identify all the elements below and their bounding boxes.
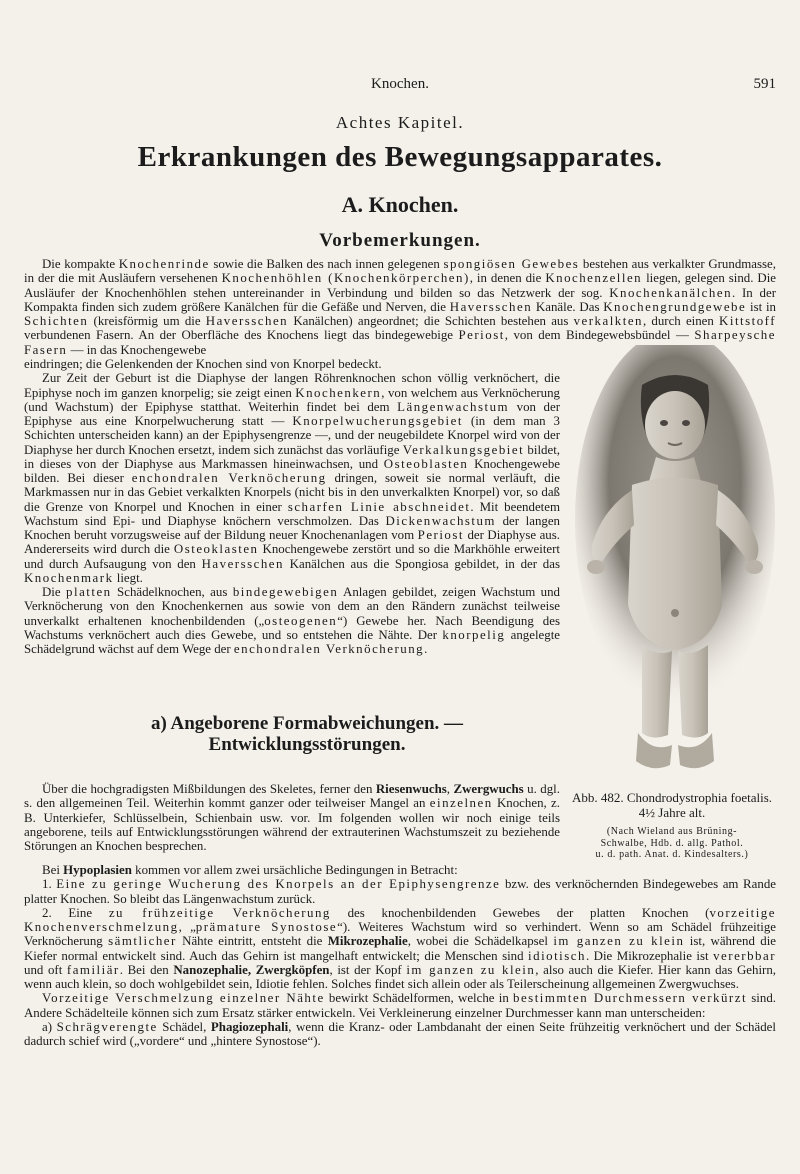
text-run: , von welchem aus Verknöcherung (und Wachstum) der Epiphyse statthat. Weiterhin findet bei dem xyxy=(24,385,560,414)
text-run: , wenn die Kranz- oder Lambdanaht der einen Seite frühzeitig verknöchert und der Schädel dadurch schief wird („vordere“ und „hintere Synostose“). xyxy=(24,1019,776,1048)
text-run: Nähte eintritt, entsteht die xyxy=(176,934,328,949)
emphasized-term: Eine zu geringe Wucherung des Knorpels an der Epiphysengrenze xyxy=(56,877,501,892)
text-run: Kanälchen aus die Spongiosa gebildet, in der das xyxy=(283,556,560,571)
text-run: 2. Eine xyxy=(42,905,109,920)
emphasized-term: Vorzeitige Verschmelzung einzelner Nähte xyxy=(42,991,325,1006)
text-run: , „ xyxy=(178,920,196,934)
text-run: Schädel, xyxy=(157,1019,211,1034)
text-run: 1. xyxy=(42,877,57,892)
text-run: Bei xyxy=(42,863,64,877)
child-head xyxy=(645,391,705,459)
emphasized-term: Knochengrundgewebe xyxy=(603,299,747,314)
text-run: liegt. xyxy=(113,570,143,585)
text-run: bildet, in dieses von der Diaphyse aus Markmassen hineinwachsen, und xyxy=(24,442,560,471)
emphasized-term: verkalkten xyxy=(573,314,643,328)
text-run: des knochenbildenden Gewebes der platten Knochen ( xyxy=(330,905,710,920)
text-run: . Mit beendetem Wachstum sind Epi- und Diaphyse knöchern verschmolzen. Das xyxy=(24,499,561,528)
text-run: der Diaphyse aus. Andererseits wird durch die xyxy=(24,528,560,557)
emphasized-term: Sharpeysche Fasern xyxy=(24,328,776,357)
text-run: von der Epiphyse aus eine Knorpelwucherung statt — xyxy=(24,399,560,428)
text-run: , ist der Kopf xyxy=(329,962,407,977)
text-run: a) xyxy=(42,1019,57,1034)
text-run: liegen, gelegen sind. Die Ausläufer der Knochenhöhlen stehen untereinander in Verbindung und bilden so das Netzwerk der sog. xyxy=(24,271,777,300)
emphasized-term: sämtlicher xyxy=(108,934,177,949)
bold-term: Phagiozephali xyxy=(210,1019,289,1034)
emphasized-term: Knochenkanälchen xyxy=(609,285,733,300)
growth-paragraphs xyxy=(24,357,560,656)
text-run: “) Gewebe her. Nach Beendigung des Wachstums verknöchert auch dies Gewebe, und so entstehen die Nähte. Der xyxy=(24,613,560,642)
emphasized-term: Dickenwachstum xyxy=(385,513,496,528)
emphasized-term: Schichten xyxy=(24,314,89,328)
emphasized-term: platten xyxy=(66,585,112,599)
emphasized-term: Verkalkungsgebiet xyxy=(402,442,525,457)
text-run: der langen Knochen beruht vorzugsweise auf der Bildung neuer Knochenanlagen vom xyxy=(24,513,560,542)
text-run: Knochengewebe bilden. Bei dieser xyxy=(24,456,561,485)
child-right-foot xyxy=(678,733,714,768)
text-run: u. dgl. s. den allgemeinen Teil. Weiterhin kommt ganzer oder teilweiser Mangel an xyxy=(24,782,560,811)
text-run: , xyxy=(446,782,454,796)
paragraph xyxy=(24,357,560,371)
text-run: eindringen; die Gelenkenden der Knochen sind von Knorpel bedeckt. xyxy=(24,357,382,371)
text-run: Die xyxy=(42,585,67,599)
bold-term: Zwergwuchs xyxy=(453,782,524,796)
emphasized-term: Knochenzellen xyxy=(545,271,643,286)
text-run: ist in xyxy=(746,299,776,314)
text-run: Zur Zeit der Geburt ist die Diaphyse der langen Röhrenknochen schon völlig verknöchert, die Epiphyse noch im ganzen knorpelig; sie zeigt einen xyxy=(24,371,560,400)
subsection-heading: Vorbemerkungen. xyxy=(319,230,481,251)
text-run: bzw. des verknöchernden Bindegewebes am Rande platter Knochen. So bleibt das Längenwachstum zurück. xyxy=(24,877,776,906)
text-run: Anlagen gebildet, zeigen Wachstum und Verknöcherung von den Knochenkernen aus sowie von dem an den Rändern zunächst teilweise unverkalkt erhaltenen knochenbildenden („ xyxy=(24,585,560,628)
text-run: bewirkt Schädelformen, welche in xyxy=(324,991,514,1006)
text-run: Knochengewebe zerstört und so die Markhöhle erweitert und durch Aufsaugung von den xyxy=(24,542,560,571)
emphasized-term: Knochenkern xyxy=(295,385,382,400)
source-line: u. d. path. Anat. d. Kindesalters.) xyxy=(595,849,749,860)
caption-source xyxy=(566,826,778,861)
text-run: verbundenen Fasern. An der Oberfläche des Knochens liegt das bindegewebige xyxy=(24,328,459,343)
text-run: , wobei die Schädelkapsel xyxy=(407,934,554,949)
emphasized-term: idiotisch xyxy=(528,948,586,963)
emphasized-term: familiär xyxy=(66,962,120,977)
text-run: Die kompakte xyxy=(42,257,119,271)
child-left-leg xyxy=(642,645,672,738)
caption-text xyxy=(566,790,778,820)
text-run: , in denen die xyxy=(469,271,546,286)
emphasized-term: Haversschen xyxy=(449,299,533,314)
text-run: — in das Knochengewebe xyxy=(67,342,207,357)
text-run: kommen vor allem zwei ursächliche Bedingungen in Betracht: xyxy=(131,863,458,877)
emphasized-term: Schrägverengte xyxy=(56,1019,158,1034)
emphasized-term: Periost xyxy=(417,528,464,542)
emphasized-term: vorzeitige Knochenverschmelzung xyxy=(24,905,776,934)
emphasized-term: Kittstoff xyxy=(719,314,776,328)
intro-paragraph xyxy=(24,257,776,357)
text-run: “). Weiteres Wachstum wird so verhindert. Wenn so am Schädel frühzeitige Verknöcherung xyxy=(24,920,776,949)
emphasized-term: bestimmten Durchmessern verkürzt xyxy=(513,991,748,1006)
paragraph xyxy=(24,877,776,906)
caption-line: 4½ Jahre alt. xyxy=(638,805,706,820)
text-run: und oft xyxy=(24,962,67,977)
emphasized-term: scharfen Linie abschneidet xyxy=(287,499,471,514)
section-a-heading: a) Angeborene Formabweichungen. — Entwicklungsstörungen. xyxy=(150,713,464,755)
text-run: . xyxy=(424,642,428,656)
running-header xyxy=(24,76,776,98)
source-line: (Nach Wieland aus Brüning- xyxy=(606,826,738,837)
paragraph xyxy=(24,371,560,585)
text-run: . Die Mikrozephalie ist xyxy=(585,948,714,963)
emphasized-term: Periost xyxy=(458,328,505,343)
emphasized-term: vererbbar xyxy=(713,948,776,963)
text-run: , von dem Bindegewebsbündel — xyxy=(504,328,695,343)
text-run: , also auch die Kiefer. Hier kann das Gehirn, wenn auch klein, so doch wohlgebildet sein, Idiotie fehlen. Solches findet sich allein oder als Teilerscheinung allgemeinen Zwergwuchses. xyxy=(24,962,776,991)
paragraph xyxy=(24,906,776,992)
emphasized-term: Längenwachstum xyxy=(397,399,510,414)
paragraph xyxy=(24,1020,776,1049)
running-title: Knochen. xyxy=(371,76,429,92)
emphasized-term: im ganzen zu klein xyxy=(406,962,536,977)
text-run: bestehen aus verkalkter Grundmasse, in der die mit Ausläufern versehenen xyxy=(24,257,776,286)
child-right-leg xyxy=(678,645,708,738)
emphasized-term: einzelnen xyxy=(429,796,493,811)
hypoplasia-paragraphs xyxy=(24,863,776,1048)
text-run: Kanälchen) angeordnet; die Schichten bestehen aus xyxy=(288,314,574,328)
emphasized-term: bindegewebigen xyxy=(232,585,339,599)
figure-photo xyxy=(572,345,778,785)
text-run: . Bei den xyxy=(119,962,174,977)
paragraph xyxy=(24,257,776,357)
emphasized-term: Haversschen xyxy=(205,314,289,328)
text-run: angelegte Schädelgrund wächst auf dem Wege der xyxy=(24,627,561,656)
emphasized-term: knorpelig xyxy=(442,627,506,642)
paragraph xyxy=(24,585,560,656)
text-run: . In der Kompakta finden sich zudem größere Kanälchen für die Gefäße und Nerven, die xyxy=(24,285,776,314)
bold-term: Hypoplasien xyxy=(63,863,132,877)
child-left-foot xyxy=(636,733,672,768)
emphasized-term: Knochenrinde xyxy=(118,257,210,271)
text-run: ist, während die Kiefer normal entwickelt sind. Auch das Gehirn ist mangelhaft entwickelt; die Menschen sind xyxy=(24,934,776,963)
emphasized-term: Osteoblasten xyxy=(383,456,469,471)
text-run: , durch einen xyxy=(642,314,720,328)
bold-term: Riesenwuchs xyxy=(375,782,447,796)
bold-term: Mikrozephalie xyxy=(327,934,408,949)
text-run: Über die hochgradigsten Mißbildungen des Skeletes, ferner den xyxy=(42,782,376,796)
malformation-paragraph xyxy=(24,782,560,853)
emphasized-term: Knochenmark xyxy=(24,570,114,585)
emphasized-term: Osteoklasten xyxy=(173,542,259,557)
section-heading: A. Knochen. xyxy=(341,192,459,217)
emphasized-term: spongiösen Gewebes xyxy=(443,257,580,271)
emphasized-term: osteogenen xyxy=(264,613,338,628)
source-line: Schwalbe, Hdb. d. allg. Pathol. xyxy=(600,837,744,849)
emphasized-term: prämature Synostose xyxy=(195,920,338,934)
text-run: (in dem man 3 Schichten unterscheiden kann) an der Epiphysengrenze —, und der neugebildete Knorpel wird von der Diaphyse her durch Knochen ersetzt, indem sich zunächst das vorläufige xyxy=(24,414,560,457)
page-number: 591 xyxy=(753,76,776,92)
text-run: (kreisförmig um die xyxy=(88,314,206,328)
bold-term: Nanozephalie, Zwergköpfen xyxy=(173,962,330,977)
emphasized-term: enchondralen Verknöcherung xyxy=(233,642,425,656)
child-photo-illustration xyxy=(572,345,778,785)
emphasized-term: Knorpelwucherungsgebiet xyxy=(292,414,463,428)
emphasized-term: enchondralen Verknöcherung xyxy=(131,471,327,485)
paragraph xyxy=(24,863,776,877)
text-run: sind. Andere Schädelteile können sich zum Ersatz stärker entwickeln. Vei Verkleinerung einzelner Durchmesser kann man unterscheiden: xyxy=(24,991,776,1020)
child-torso xyxy=(628,478,722,651)
text-run: sowie die Balken des nach innen gelegenen xyxy=(209,257,444,271)
text-run: Knochen, z. B. Unterkiefer, Schlüsselbein, Schienbain usw. vor. Im folgenden wollen wir noch einige teils angeborene, teils auf Entwicklungsstörungen während der extrauterinen Wachstumszeit zu beziehende Störungen an Knochen besprechen. xyxy=(24,796,560,853)
emphasized-term: Haversschen xyxy=(201,556,284,571)
emphasized-term: Knochenhöhlen (Knochenkörperchen) xyxy=(221,271,470,286)
text-run: dringen, soweit sie normal verläuft, die Markmassen nur in das Gebiet verkalkten Knorpels (nicht bis in den unverkalkten Knorpel) vor, so daß die Grenze von Knorpel und Knochen in einer xyxy=(24,471,560,514)
chapter-heading: Achtes Kapitel. xyxy=(335,113,465,132)
paragraph xyxy=(24,782,560,853)
caption-line: Abb. 482. Chondrodystrophia foetalis. xyxy=(571,790,773,805)
main-title: Erkrankungen des Bewegungsapparates. xyxy=(137,141,663,173)
emphasized-term: im ganzen zu klein xyxy=(553,934,685,949)
figure-caption xyxy=(566,790,778,861)
paragraph xyxy=(24,991,776,1020)
text-run: Kanäle. Das xyxy=(532,299,604,314)
text-run: Schädelknochen, aus xyxy=(111,585,233,599)
emphasized-term: zu frühzeitige Verknöcherung xyxy=(108,905,331,920)
